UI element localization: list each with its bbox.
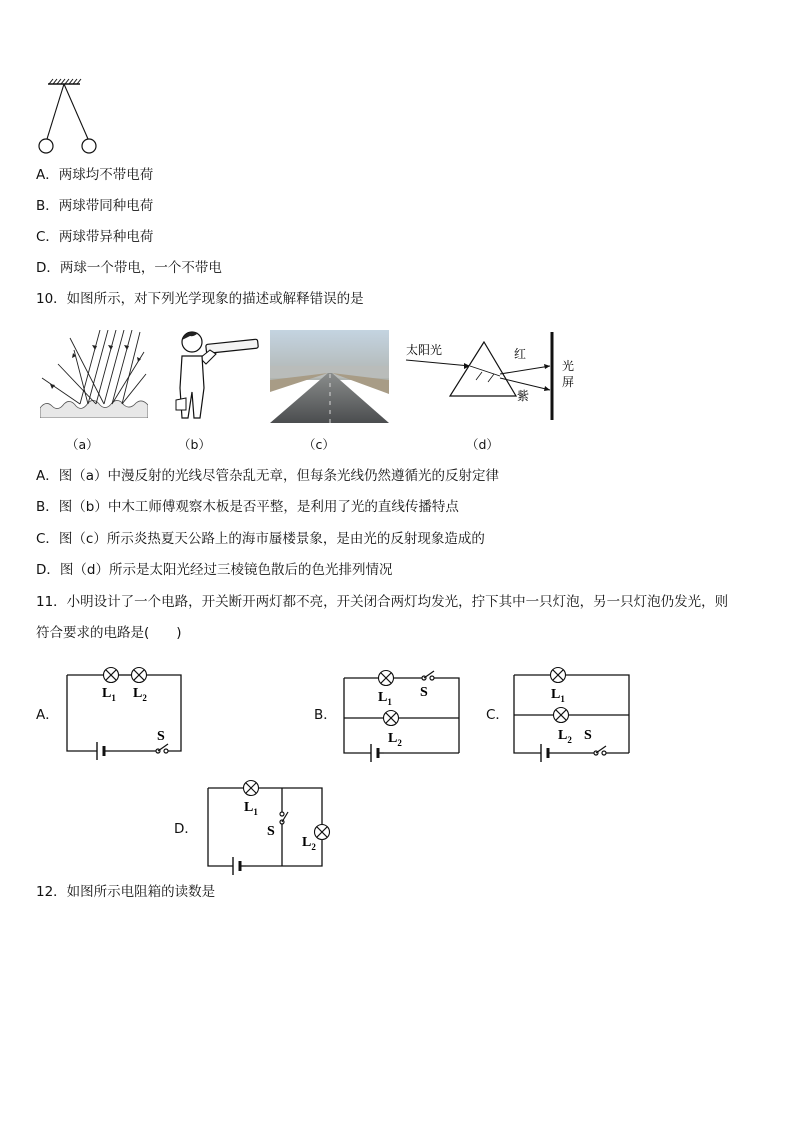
lamp-l2-symbol [554,708,569,723]
lamp-l1-label: $L_1$ [244,800,258,817]
figure-label-a: （a） [66,437,99,452]
q9-option-a: A．两球均不带电荷 [36,167,154,183]
lamp-l1-label: $L_1$ [102,686,116,703]
diffuse-reflection-figure [40,330,148,418]
q10-stem: 10．如图所示，对下列光学现象的描述或解释错误的是 [36,291,364,307]
screen-label-top: 光 [562,359,575,373]
mirage-photo [270,330,389,423]
switch-symbol [280,812,288,824]
switch-symbol [156,744,168,753]
lamp-l2-label: $L_2$ [388,731,402,748]
left-thread [47,84,64,139]
switch-s-label: S [420,685,428,700]
q10-option-b: B．图（b）中木工师傅观察木板是否平整，是利用了光的直线传播特点 [36,499,459,515]
lamp-l2-label: $L_2$ [558,728,572,745]
battery-symbol [97,742,110,760]
red-arrow [544,364,550,369]
lamp-l2-symbol [384,711,399,726]
carpenter-tool [176,398,186,410]
q9-option-c: C．两球带异种电荷 [36,229,154,245]
lamp-l2-label: $L_2$ [133,686,147,703]
q12-stem: 12．如图所示电阻箱的读数是 [36,884,216,900]
lamp-l1-label: $L_1$ [551,687,565,704]
q9-option-b: B．两球带同种电荷 [36,198,154,214]
switch-s-label: S [157,729,165,744]
switch-symbol [594,746,606,755]
sunlight-label: 太阳光 [406,343,443,357]
wooden-board [206,339,259,353]
carpenter-figure [170,328,260,422]
incident-ray [406,360,470,366]
q11-stem-line2: 符合要求的电路是( ) [36,625,182,641]
q11-option-b-letter: B． [314,707,337,723]
lamp-l1-symbol [551,668,566,683]
lamp-l1-symbol [104,668,119,683]
lamp-l2-symbol [132,668,147,683]
rough-surface [40,400,148,418]
suspended-balls-figure [36,78,106,158]
circuit-a [60,660,190,760]
switch-symbol [422,671,434,680]
switch-s-label: S [584,728,592,743]
circuit-c [508,665,638,763]
q11-option-d-letter: D． [174,821,198,837]
ceiling-hatch [49,79,81,84]
figure-label-b: （b） [178,437,211,452]
figure-label-d: （d） [466,437,499,452]
lamp-l2-label: $L_2$ [302,835,316,852]
figure-label-c: （c） [303,437,335,452]
lamp-l1-symbol [379,671,394,686]
right-ball [82,139,96,153]
left-ball [39,139,53,153]
q11-stem-line1: 11．小明设计了一个电路，开关断开两灯都不亮，开关闭合两灯均发光，拧下其中一只灯泡，另一只灯泡仍发光，则 [36,594,729,610]
red-label: 红 [514,347,527,361]
lamp-l1-symbol [244,781,259,796]
q10-option-c: C．图（c）所示炎热夏天公路上的海市蜃楼景象，是由光的反射现象造成的 [36,531,485,547]
q11-option-a-letter: A． [36,707,59,723]
lamp-l2-symbol [315,825,330,840]
screen-label-bottom: 屏 [562,375,575,389]
q11-option-c-letter: C． [486,707,509,723]
q9-option-d: D．两球一个带电，一个不带电 [36,260,222,276]
q10-option-a: A．图（a）中漫反射的光线尽管杂乱无章，但每条光线仍然遵循光的反射定律 [36,468,500,484]
battery-symbol [541,744,548,762]
battery-symbol [371,744,384,762]
prism-dispersion-figure [404,330,584,422]
prism [450,342,516,396]
violet-label: 紫 [517,389,530,403]
red-ray [500,366,550,374]
right-thread [64,84,88,139]
circuit-d [200,778,334,878]
lamp-l1-label: $L_1$ [378,690,392,707]
switch-s-label: S [267,824,275,839]
circuit-b [338,665,468,763]
q10-option-d: D．图（d）所示是太阳光经过三棱镜色散后的色光排列情况 [36,562,393,578]
battery-symbol [233,857,246,875]
